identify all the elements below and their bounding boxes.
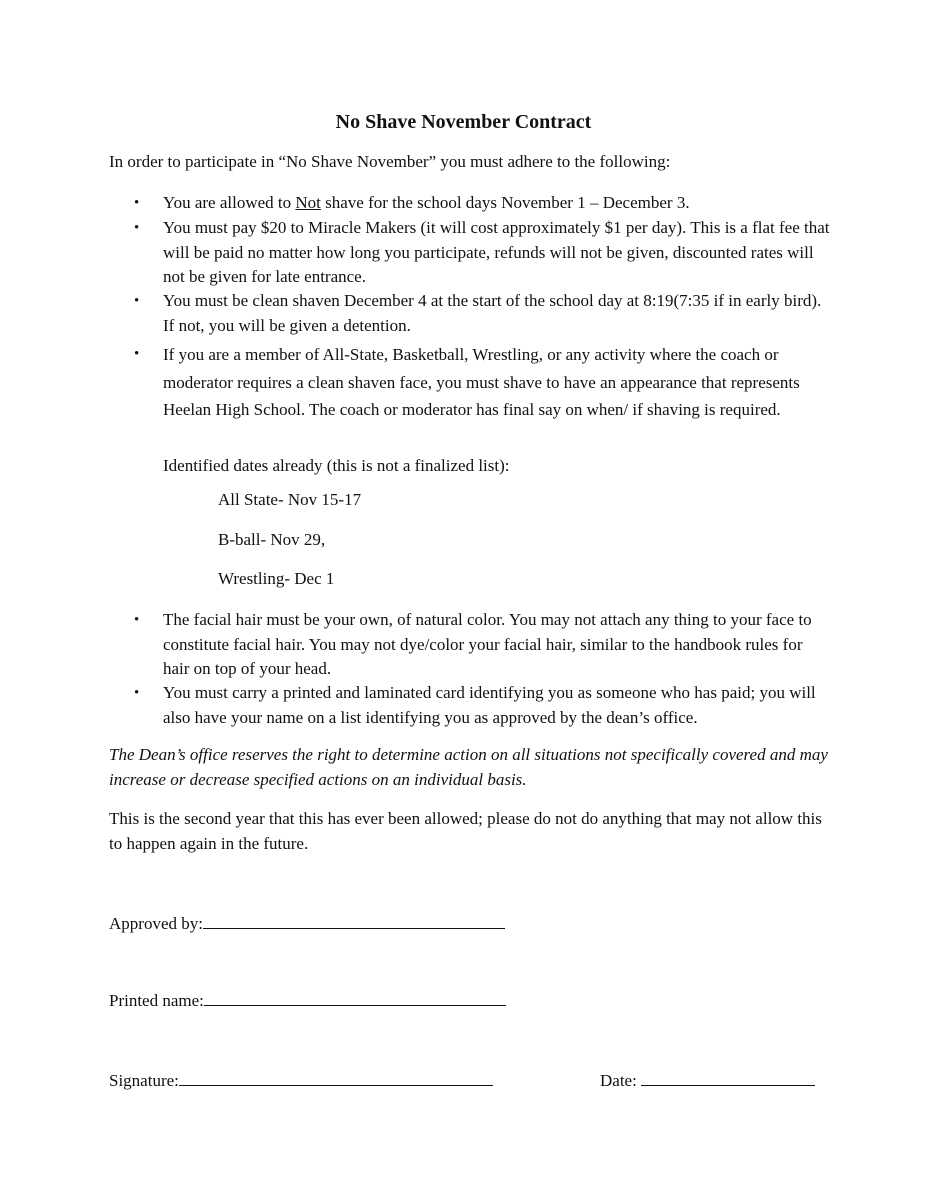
identified-date-item: B-ball- Nov 29, bbox=[218, 530, 326, 549]
rule-item-6: You must carry a printed and laminated card identifying you as someone who has paid; you will also have your name on a list identifying you as approved by the dean’s office. bbox=[163, 683, 816, 727]
signature-field[interactable] bbox=[179, 1067, 493, 1086]
date-field[interactable] bbox=[641, 1067, 815, 1086]
closing-paragraph: This is the second year that this has ever been allowed; please do not do anything that may not allow this to happen again in the future. bbox=[109, 809, 822, 853]
identified-date-item: Wrestling- Dec 1 bbox=[218, 569, 335, 588]
identified-date-item: All State- Nov 15-17 bbox=[218, 490, 362, 509]
bullet-marker: • bbox=[134, 195, 140, 211]
rule-item-2: You must pay $20 to Miracle Makers (it will cost approximately $1 per day). This is a flat fee that will be paid no matter how long you participate, refunds will not be given, discounted rates will not be given for late entrance. bbox=[163, 218, 830, 286]
date-label: Date: bbox=[600, 1071, 642, 1090]
signature-row bbox=[109, 1067, 493, 1093]
document-title: No Shave November Contract bbox=[335, 111, 592, 133]
printed-name-label: Printed name: bbox=[109, 991, 204, 1010]
rule-item-3: You must be clean shaven December 4 at the start of the school day at 8:19(7:35 if in early bird). If not, you will be given a detention. bbox=[163, 291, 822, 335]
rule-1-text-post: shave for the school days November 1 – December 3. bbox=[320, 193, 690, 212]
bullet-marker: • bbox=[134, 612, 140, 628]
identified-dates-label: Identified dates already (this is not a finalized list): bbox=[163, 456, 510, 475]
rule-item-5: The facial hair must be your own, of natural color. You may not attach any thing to your face to constitute facial hair. You may not dye/color your facial hair, similar to the handbook rules for hair on top of your head. bbox=[163, 610, 812, 678]
signature-label: Signature: bbox=[109, 1071, 179, 1090]
bullet-marker: • bbox=[134, 685, 140, 701]
bullet-marker: • bbox=[134, 293, 140, 309]
rule-1-text-pre: You are allowed to bbox=[163, 193, 296, 212]
approved-by-label: Approved by: bbox=[109, 914, 203, 933]
approved-by-field[interactable] bbox=[203, 910, 505, 929]
rule-item-4: If you are a member of All-State, Basketball, Wrestling, or any activity where the coach or moderator requires a clean shaven face, you must shave to have an appearance that represents Heelan High School. The coach or moderator has final say on when/ if shaving is required. bbox=[163, 345, 800, 419]
deans-office-note: The Dean’s office reserves the right to determine action on all situations not specifically covered and may increase or decrease specified actions on an individual basis. bbox=[109, 745, 828, 789]
printed-name-field[interactable] bbox=[204, 987, 506, 1006]
approved-by-row bbox=[109, 910, 505, 936]
rule-1-underlined-word: Not bbox=[295, 193, 321, 212]
printed-name-row bbox=[109, 987, 506, 1013]
bullet-marker: • bbox=[134, 346, 140, 362]
rule-item-1 bbox=[163, 191, 833, 216]
date-row bbox=[600, 1067, 815, 1093]
bullet-marker: • bbox=[134, 220, 140, 236]
intro-paragraph: In order to participate in “No Shave November” you must adhere to the following: bbox=[109, 152, 671, 171]
